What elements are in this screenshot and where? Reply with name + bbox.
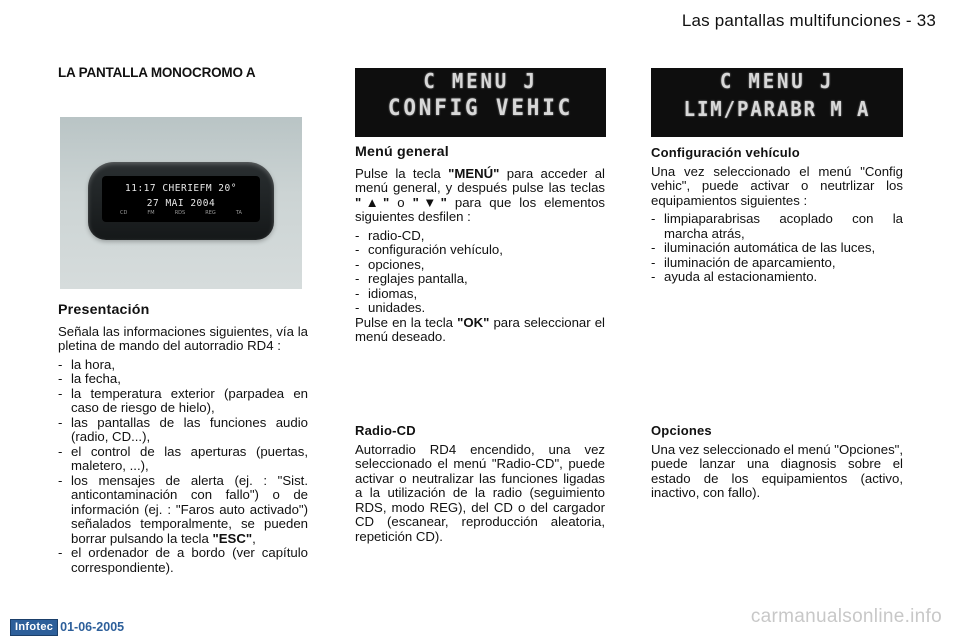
list-item: - opciones, bbox=[355, 258, 605, 273]
list-item: - idiomas, bbox=[355, 287, 605, 302]
list-item: - la temperatura exterior (parpadea en caso de riesgo de hielo), bbox=[58, 387, 308, 416]
esc-key-label: "ESC" bbox=[212, 530, 253, 546]
presentacion-heading: Presentación bbox=[58, 302, 150, 318]
list-item: - la hora, bbox=[58, 358, 308, 373]
lcd-submenu-line: LIM/PARABR M A bbox=[683, 97, 871, 121]
list-item: - el ordenador de a bordo (ver capítulo correspondiente). bbox=[58, 546, 308, 575]
list-item: - unidades. bbox=[355, 301, 605, 316]
menu-key-label: "MENÚ" bbox=[448, 165, 500, 181]
config-vehiculo-section bbox=[651, 146, 903, 285]
menu-general-heading: Menú general bbox=[355, 144, 449, 160]
screen-line-date: 27 MAI 2004 bbox=[146, 198, 216, 209]
infotec-logo: Infotec bbox=[10, 619, 58, 636]
opciones-text: Una vez seleccionado el menú "Opciones", puede lanzar una diagnosis sobre el estado de los equipamientos (activo, inactivo, con fallo). bbox=[651, 441, 904, 500]
text-fragment: para acceder al menú general, y después pulse las teclas bbox=[355, 165, 605, 195]
list-item: - la fecha, bbox=[58, 372, 308, 387]
ok-key-label: "OK" bbox=[457, 314, 490, 330]
radio-cd-heading: Radio-CD bbox=[355, 423, 416, 438]
text-fragment: para que los elementos siguientes desfilen : bbox=[355, 194, 606, 224]
screen-icon-label: CD bbox=[120, 209, 128, 216]
opciones-heading: Opciones bbox=[651, 423, 712, 438]
screen-icon-label: TA bbox=[235, 209, 242, 216]
config-vehiculo-list bbox=[651, 212, 903, 285]
dashboard-display-photo bbox=[60, 117, 302, 289]
menu-general-intro bbox=[355, 167, 605, 225]
list-item: - configuración vehículo, bbox=[355, 243, 605, 258]
list-item: - iluminación automática de las luces, bbox=[651, 241, 903, 256]
screen-line-time-radio-temp: 11:17 CHERIEFM 20° bbox=[125, 183, 237, 194]
text-fragment: Pulse la tecla bbox=[355, 165, 441, 181]
down-key-label: "▼" bbox=[412, 194, 447, 210]
text-fragment: o bbox=[397, 194, 405, 210]
page-header-title: Las pantallas multifunciones - 33 bbox=[681, 11, 936, 30]
text-fragment: para seleccionar el menú deseado. bbox=[355, 314, 605, 344]
menu-general-list bbox=[355, 229, 605, 316]
screen-icon-label: REG bbox=[205, 209, 216, 216]
radio-cd-text: Autorradio RD4 encendido, una vez seleccionado el menú "Radio-CD", puede activar o neutralizar las funciones ligadas a la utilización de la radio (seguimiento RDS, modo REG), del CD o del cargador CD (escanear, reproducción aleatoria, repetición CD). bbox=[355, 441, 605, 544]
list-item: - radio-CD, bbox=[355, 229, 605, 244]
menu-general-ok bbox=[355, 316, 605, 345]
lcd-menu-line: C MENU J bbox=[719, 69, 835, 93]
list-item: - reglajes pantalla, bbox=[355, 272, 605, 287]
screen-icon-label: RDS bbox=[174, 209, 186, 216]
lcd-lim-parabr bbox=[651, 68, 903, 137]
presentacion-section bbox=[58, 303, 308, 575]
lcd-submenu-line: CONFIG VEHIC bbox=[387, 96, 574, 121]
config-vehiculo-heading: Configuración vehículo bbox=[651, 145, 800, 160]
footer bbox=[10, 620, 124, 635]
lcd-menu-line: C MENU J bbox=[423, 69, 538, 93]
config-vehiculo-intro: Una vez seleccionado el menú "Config vehic", puede activar o neutrlizar los equipamientos siguientes : bbox=[651, 163, 903, 208]
opciones-section bbox=[651, 424, 903, 501]
radio-cd-section bbox=[355, 424, 605, 544]
watermark: carmanualsonline.info bbox=[750, 606, 942, 627]
lcd-config-vehic bbox=[355, 68, 606, 137]
section-title: LA PANTALLA MONOCROMO A bbox=[58, 65, 256, 80]
list-item: - el control de las aperturas (puertas, maletero, ...), bbox=[58, 445, 308, 474]
screen-icon-label: FM bbox=[147, 209, 155, 216]
alerts-text: los mensajes de alerta (ej. : "Sist. anticontaminación con fallo") o de información (ej. : "Faros auto activado") señalados temporalmente, se pueden borrar pulsando la tecla bbox=[71, 472, 308, 546]
presentacion-intro: Señala las informaciones siguientes, vía la pletina de mando del autorradio RD4 : bbox=[58, 323, 308, 353]
presentacion-list bbox=[58, 358, 308, 576]
list-item-alerts bbox=[58, 474, 308, 547]
esc-suffix: , bbox=[252, 530, 256, 546]
list-item: - iluminación de aparcamiento, bbox=[651, 256, 903, 271]
screen-icon-row bbox=[120, 206, 242, 221]
footer-date: 01-06-2005 bbox=[60, 620, 125, 635]
menu-general-section bbox=[355, 145, 605, 345]
list-item: - las pantallas de las funciones audio (radio, CD...), bbox=[58, 416, 308, 445]
text-fragment: Pulse en la tecla bbox=[355, 314, 454, 330]
list-item: - ayuda al estacionamiento. bbox=[651, 270, 903, 285]
up-key-label: "▲" bbox=[355, 194, 390, 210]
list-item: - limpiaparabrisas acoplado con la marcha atrás, bbox=[651, 212, 903, 241]
display-bezel bbox=[88, 162, 274, 240]
display-screen bbox=[102, 176, 260, 222]
